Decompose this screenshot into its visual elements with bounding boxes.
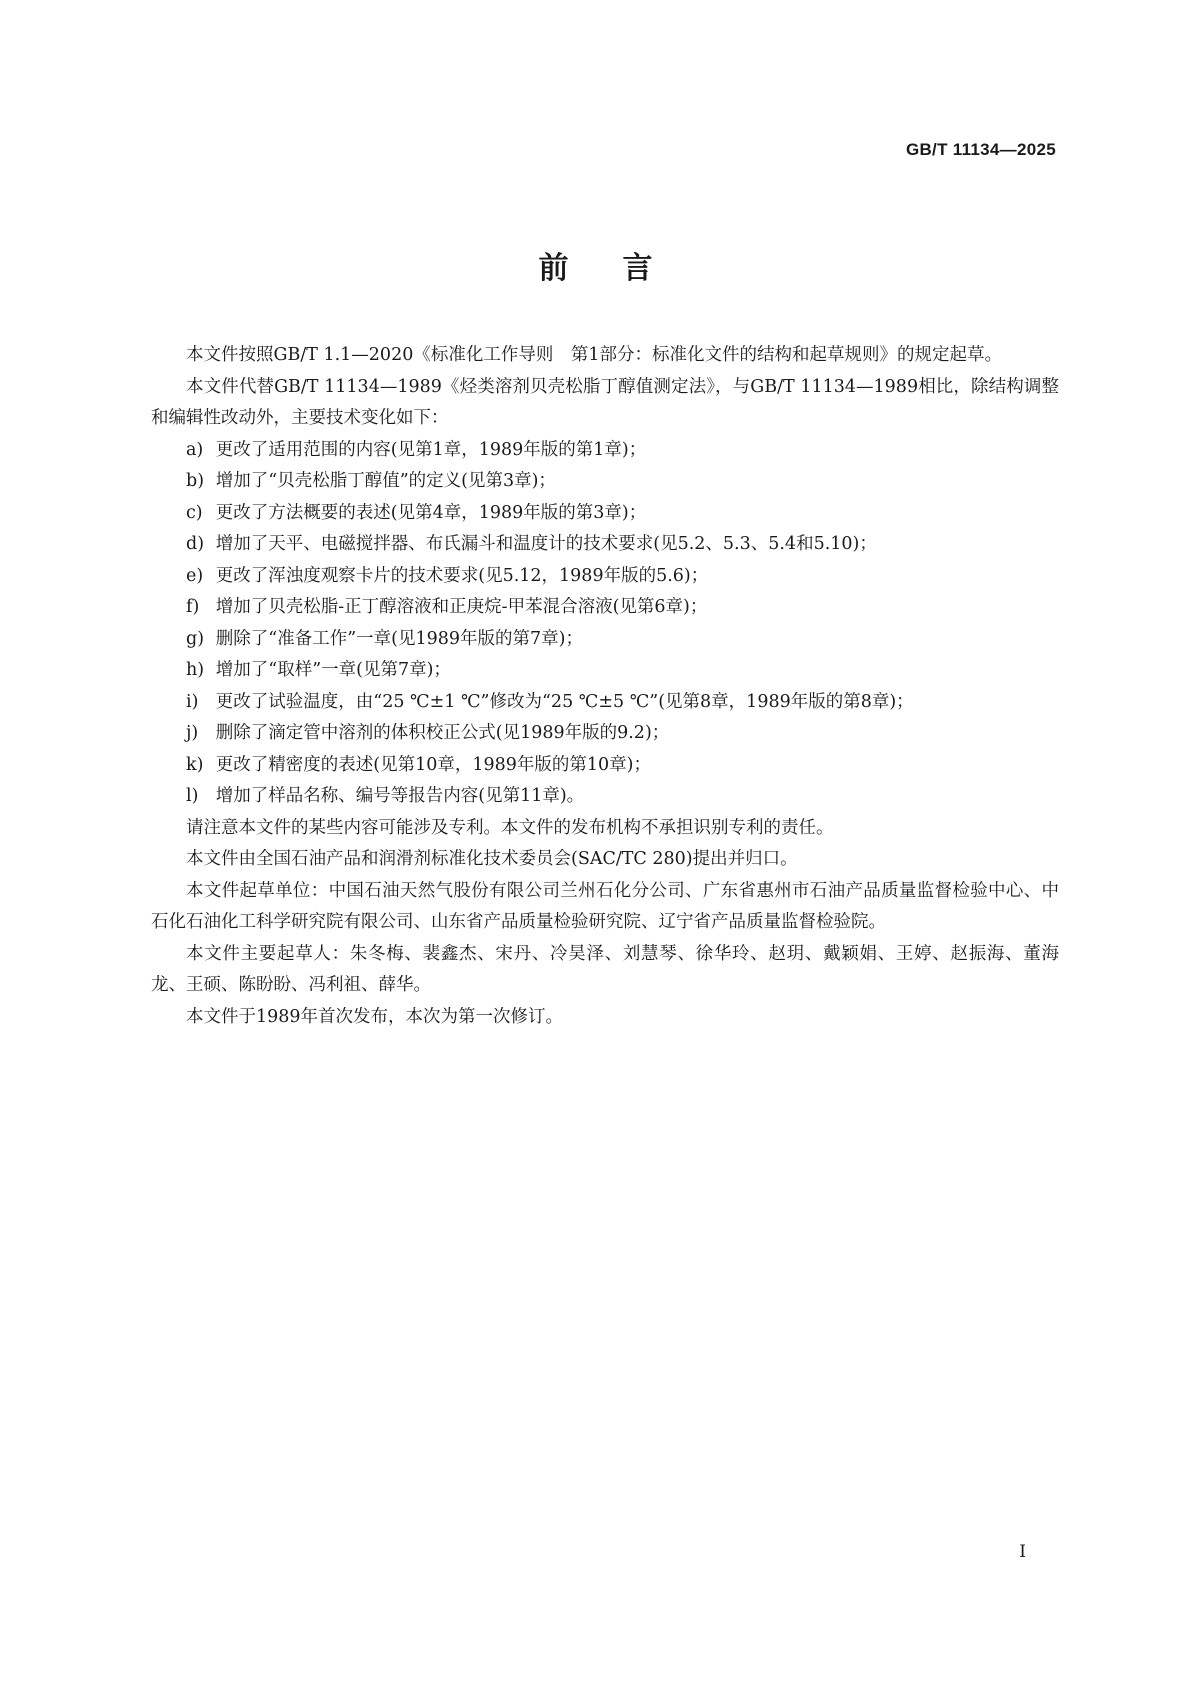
paragraph-committee: 本文件由全国石油产品和润滑剂标准化技术委员会(SAC/TC 280)提出并归口。 <box>186 849 798 869</box>
list-marker: f) <box>186 597 200 617</box>
list-marker: d) <box>186 534 205 554</box>
list-item-text: 删除了“准备工作”一章(见1989年版的第7章)； <box>215 628 583 649</box>
list-item-text: 更改了浑浊度观察卡片的技术要求(见5.12，1989年版的5.6)； <box>215 565 709 586</box>
list-item <box>151 750 1059 782</box>
list-item <box>151 781 1059 813</box>
list-item-text: 增加了“贝壳松脂丁醇值”的定义(见第3章)； <box>215 471 556 491</box>
list-item-text: 更改了精密度的表述(见第10章，1989年版的第10章)； <box>215 754 651 775</box>
list-item <box>151 655 1059 687</box>
list-item-text: 更改了试验温度，由“25 ℃±1 ℃”修改为“25 ℃±5 ℃”(见第8章，1989年版的第8章)； <box>215 691 914 712</box>
page-title: 前言 <box>538 251 707 286</box>
list-item <box>151 529 1059 561</box>
list-item <box>151 466 1059 498</box>
paragraph-drafting-rules: 本文件按照GB/T 1.1—2020《标准化工作导则 第1部分：标准化文件的结构和起草规则》的规定起草。 <box>186 345 1002 365</box>
list-marker: b) <box>186 471 205 491</box>
paragraph-drafting-units: 本文件起草单位：中国石油天然气股份有限公司兰州石化分公司、广东省惠州市石油产品质量监督检验中心、中石化石油化工科学研究院有限公司、山东省产品质量检验研究院、辽宁省产品质量监督检验院。 <box>151 880 1059 932</box>
changes-list <box>151 435 1059 813</box>
list-marker: l) <box>186 786 199 806</box>
paragraph-replacement-notice: 本文件代替GB/T 11134—1989《烃类溶剂贝壳松脂丁醇值测定法》，与GB/T 11134—1989相比，除结构调整和编辑性改动外，主要技术变化如下： <box>151 376 1059 428</box>
list-item <box>151 561 1059 593</box>
list-marker: e) <box>186 565 204 586</box>
list-item-text: 增加了“取样”一章(见第7章)； <box>215 660 451 680</box>
list-item <box>151 687 1059 719</box>
list-marker: j) <box>186 723 199 743</box>
list-item-text: 增加了天平、电磁搅拌器、布氏漏斗和温度计的技术要求(见5.2、5.3、5.4和5.10)； <box>215 534 877 554</box>
list-item <box>151 498 1059 530</box>
page-number: I <box>1019 1542 1026 1562</box>
list-marker: c) <box>186 502 203 523</box>
list-item-text: 更改了方法概要的表述(见第4章，1989年版的第3章)； <box>215 502 647 523</box>
foreword-body <box>151 340 1059 1033</box>
list-marker: a) <box>186 439 204 460</box>
list-item-text: 更改了适用范围的内容(见第1章，1989年版的第1章)； <box>215 439 647 460</box>
list-marker: g) <box>186 628 205 649</box>
paragraph-patent-notice: 请注意本文件的某些内容可能涉及专利。本文件的发布机构不承担识别专利的责任。 <box>186 817 834 838</box>
document-code: GB/T 11134—2025 <box>905 140 1056 159</box>
list-item <box>151 592 1059 624</box>
list-item-text: 增加了贝壳松脂-正丁醇溶液和正庚烷-甲苯混合溶液(见第6章)； <box>215 597 708 617</box>
list-item-text: 增加了样品名称、编号等报告内容(见第11章)。 <box>215 786 585 806</box>
paragraph-publication-history: 本文件于1989年首次发布，本次为第一次修订。 <box>186 1006 564 1027</box>
list-item <box>151 718 1059 750</box>
list-item <box>151 435 1059 467</box>
list-marker: k) <box>186 754 204 775</box>
list-item <box>151 624 1059 656</box>
list-marker: i) <box>186 691 199 712</box>
list-marker: h) <box>186 660 205 680</box>
paragraph-drafters: 本文件主要起草人：朱冬梅、裴鑫杰、宋丹、冷昊泽、刘慧琴、徐华玲、赵玥、戴颖娟、王婷、赵振海、董海龙、王硕、陈盼盼、冯利祖、薛华。 <box>151 943 1059 995</box>
list-item-text: 删除了滴定管中溶剂的体积校正公式(见1989年版的9.2)； <box>215 723 670 743</box>
